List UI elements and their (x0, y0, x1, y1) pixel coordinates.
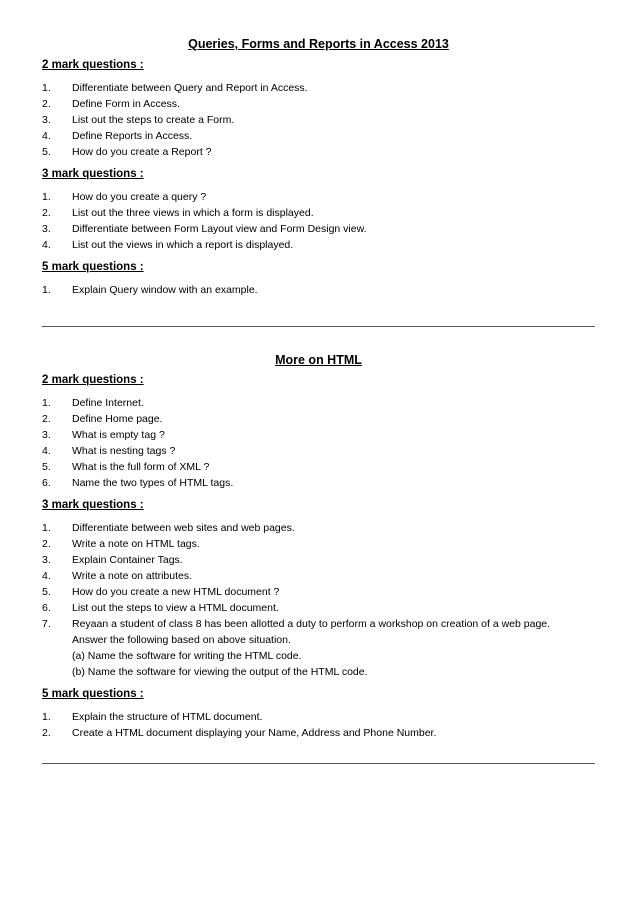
list-item (42, 709, 595, 725)
list-item (42, 600, 595, 616)
item-text: Explain Query window with an example. (72, 284, 258, 296)
list-item (42, 395, 595, 411)
item-text: What is nesting tags ? (72, 445, 176, 457)
item-number: 3. (42, 429, 51, 441)
item-text: List out the steps to create a Form. (72, 114, 235, 126)
item-text: Differentiate between Query and Report in Access. (72, 82, 308, 94)
item-number: 6. (42, 477, 51, 489)
list-item (42, 552, 595, 568)
list-item (42, 96, 595, 112)
item-number: 1. (42, 284, 51, 296)
html-section (42, 352, 595, 741)
list-item (42, 282, 595, 298)
item-text: Differentiate between Form Layout view and Form Design view. (72, 223, 367, 235)
item-text: List out the three views in which a form is displayed. (72, 207, 314, 219)
access-section (42, 36, 595, 298)
item-text: Write a note on attributes. (72, 570, 193, 582)
list-item (42, 205, 595, 221)
item-text: Define Home page. (72, 413, 163, 425)
question-group (42, 687, 595, 741)
item-text: What is empty tag ? (72, 429, 165, 441)
item-text: Differentiate between web sites and web pages. (72, 522, 295, 534)
list-item (42, 584, 595, 600)
list-item (42, 411, 595, 427)
question-list (42, 395, 595, 491)
item-number: 1. (42, 191, 51, 203)
sub-question-a: (a) Name the software for writing the HTML code. (72, 650, 302, 662)
item-number: 1. (42, 522, 51, 534)
item-number: 2. (42, 413, 51, 425)
item-number: 4. (42, 239, 51, 251)
list-item (42, 189, 595, 205)
group-heading: 5 mark questions : (42, 261, 144, 273)
question-list (42, 282, 595, 298)
section-title: More on HTML (275, 353, 362, 367)
list-item (42, 520, 595, 536)
item-number: 5. (42, 146, 51, 158)
item-number: 3. (42, 554, 51, 566)
item-text: Explain Container Tags. (72, 554, 183, 566)
group-heading: 2 mark questions : (42, 374, 144, 386)
item-number: 2. (42, 98, 51, 110)
question-group (42, 260, 595, 298)
list-item (42, 725, 595, 741)
item-text: Define Internet. (72, 397, 144, 409)
section-divider (42, 326, 595, 327)
item-number: 1. (42, 397, 51, 409)
question-list (42, 709, 595, 741)
item-number: 2. (42, 538, 51, 550)
list-item (42, 459, 595, 475)
item-text-continued: Answer the following based on above situation. (72, 634, 291, 646)
list-item (42, 144, 595, 160)
list-item (42, 475, 595, 491)
item-text: Define Form in Access. (72, 98, 180, 110)
item-text: List out the steps to view a HTML document. (72, 602, 279, 614)
item-number: 3. (42, 223, 51, 235)
item-text: What is the full form of XML ? (72, 461, 210, 473)
sub-question-b: (b) Name the software for viewing the output of the HTML code. (72, 666, 368, 678)
list-item (42, 237, 595, 253)
item-text: How do you create a query ? (72, 191, 207, 203)
item-number: 1. (42, 82, 51, 94)
item-text: How do you create a Report ? (72, 146, 212, 158)
item-number: 5. (42, 586, 51, 598)
list-item (42, 568, 595, 584)
question-group (42, 373, 595, 491)
question-list (42, 189, 595, 253)
question-group (42, 58, 595, 160)
group-heading: 3 mark questions : (42, 499, 144, 511)
group-heading: 2 mark questions : (42, 59, 144, 71)
item-text: Name the two types of HTML tags. (72, 477, 234, 489)
group-heading: 3 mark questions : (42, 168, 144, 180)
list-item (42, 536, 595, 552)
item-number: 5. (42, 461, 51, 473)
section-divider (42, 763, 595, 764)
list-item (42, 128, 595, 144)
list-item (42, 443, 595, 459)
group-heading: 5 mark questions : (42, 688, 144, 700)
item-text: Reyaan a student of class 8 has been allotted a duty to perform a workshop on creation of a web page. (72, 618, 551, 630)
item-number: 2. (42, 727, 51, 739)
item-number: 2. (42, 207, 51, 219)
question-group (42, 167, 595, 253)
question-list (42, 80, 595, 160)
question-group (42, 498, 595, 680)
list-item (42, 221, 595, 237)
list-item (42, 616, 595, 680)
item-number: 4. (42, 570, 51, 582)
question-list (42, 520, 595, 680)
item-number: 7. (42, 618, 51, 630)
list-item (42, 427, 595, 443)
item-text: List out the views in which a report is displayed. (72, 239, 294, 251)
item-text: How do you create a new HTML document ? (72, 586, 280, 598)
item-number: 6. (42, 602, 51, 614)
list-item (42, 112, 595, 128)
item-text: Write a note on HTML tags. (72, 538, 200, 550)
item-text: Create a HTML document displaying your Name, Address and Phone Number. (72, 727, 437, 739)
item-number: 1. (42, 711, 51, 723)
item-number: 4. (42, 130, 51, 142)
item-number: 4. (42, 445, 51, 457)
item-number: 3. (42, 114, 51, 126)
item-text: Explain the structure of HTML document. (72, 711, 263, 723)
list-item (42, 80, 595, 96)
section-title: Queries, Forms and Reports in Access 2013 (188, 37, 449, 51)
item-text: Define Reports in Access. (72, 130, 193, 142)
